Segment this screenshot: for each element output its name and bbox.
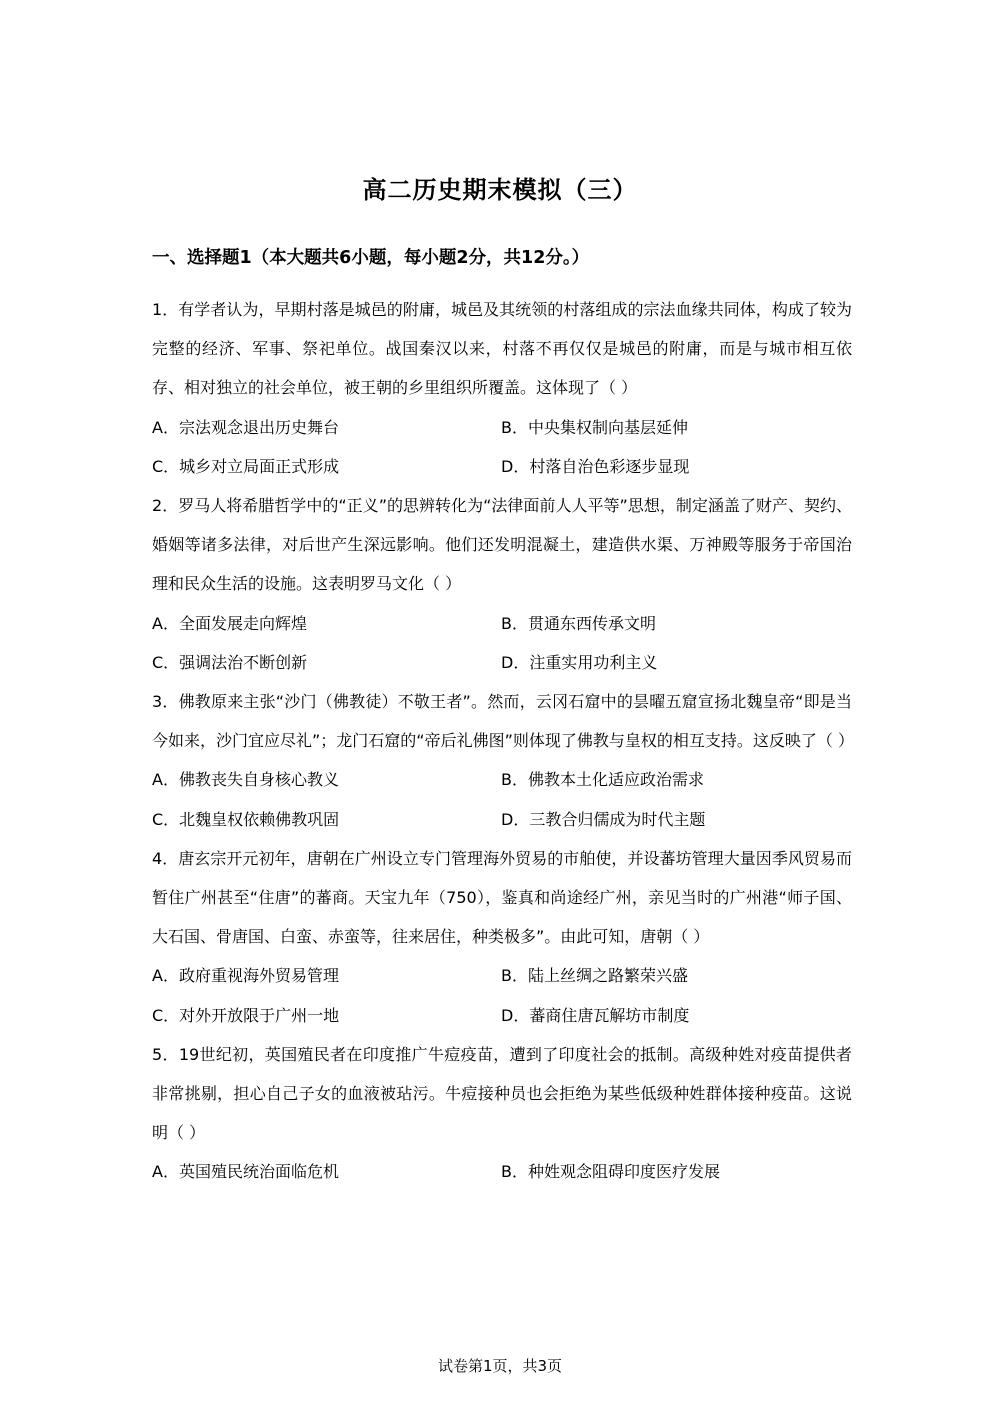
option-b: B．佛教本土化适应政治需求 — [501, 770, 704, 790]
option-d: D．蕃商住唐瓦解坊市制度 — [501, 1005, 690, 1025]
option-a: A．英国殖民统治面临危机 — [152, 1162, 339, 1182]
option-row — [152, 760, 852, 799]
question-2 — [152, 486, 852, 682]
option-c: C．强调法治不断创新 — [152, 652, 308, 672]
option-b: B．中央集权制向基层延伸 — [501, 417, 688, 437]
option-row — [152, 800, 852, 839]
option-row — [152, 447, 852, 486]
question-stem: 4．唐玄宗开元初年，唐朝在广州设立专门管理海外贸易的市舶使，并设蕃坊管理大量因季风贸易而暂住广州甚至“住唐”的蕃商。天宝九年（750），鉴真和尚途经广州，亲见当时的广州港“师子国、大石国、骨唐国、白蛮、赤蛮等，往来居住，种类极多”。由此可知，唐朝（ ） — [152, 848, 852, 947]
question-4 — [152, 839, 852, 1035]
page-footer: 试卷第1页，共3页 — [437, 1357, 563, 1375]
option-row — [152, 1152, 852, 1191]
option-d: D．三教合归儒成为时代主题 — [501, 809, 706, 829]
option-a: A．佛教丧失自身核心教义 — [152, 770, 339, 790]
option-a: A．宗法观念退出历史舞台 — [152, 417, 339, 437]
question-5 — [152, 1035, 852, 1192]
option-c: C．北魏皇权依赖佛教巩固 — [152, 809, 340, 829]
page-title: 高二历史期末模拟（三） — [362, 176, 638, 204]
option-b: B．贯通东西传承文明 — [501, 613, 656, 633]
option-row — [152, 643, 852, 682]
option-d: D．村落自治色彩逐步显现 — [501, 456, 690, 476]
option-row — [152, 408, 852, 447]
option-row — [152, 604, 852, 643]
option-b: B．陆上丝绸之路繁荣兴盛 — [501, 966, 688, 986]
question-stem: 5．19世纪初，英国殖民者在印度推广牛痘疫苗，遭到了印度社会的抵制。高级种姓对疫苗提供者非常挑剔，担心自己子女的血液被玷污。牛痘接种员也会拒绝为某些低级种姓群体接种疫苗。这说明（ ） — [152, 1044, 852, 1143]
question-1 — [152, 290, 852, 486]
option-d: D．注重实用功利主义 — [501, 652, 658, 672]
question-stem: 2．罗马人将希腊哲学中的“正义”的思辨转化为“法律面前人人平等”思想，制定涵盖了财产、契约、婚姻等诸多法律，对后世产生深远影响。他们还发明混凝土，建造供水渠、万神殿等服务于帝国治理和民众生活的设施。这表明罗马文化（ ） — [152, 495, 852, 594]
question-3 — [152, 682, 852, 839]
option-row — [152, 956, 852, 995]
option-a: A．全面发展走向辉煌 — [152, 613, 307, 633]
option-b: B．种姓观念阻碍印度医疗发展 — [501, 1162, 720, 1182]
option-a: A．政府重视海外贸易管理 — [152, 966, 339, 986]
option-c: C．城乡对立局面正式形成 — [152, 456, 340, 476]
question-list — [152, 290, 852, 1192]
question-stem: 3．佛教原来主张“沙门（佛教徒）不敬王者”。然而，云冈石窟中的昙曜五窟宣扬北魏皇帝“即是当今如来，沙门宜应尽礼”；龙门石窟的“帝后礼佛图”则体现了佛教与皇权的相互支持。这反映了（ ） — [152, 691, 854, 751]
section-heading: 一、选择题1（本大题共6小题，每小题2分，共12分。） — [152, 248, 590, 268]
question-stem: 1．有学者认为，早期村落是城邑的附庸，城邑及其统领的村落组成的宗法血缘共同体，构成了较为完整的经济、军事、祭祀单位。战国秦汉以来，村落不再仅仅是城邑的附庸，而是与城市相互依存、相对独立的社会单位，被王朝的乡里组织所覆盖。这体现了（ ） — [152, 300, 852, 398]
option-c: C．对外开放限于广州一地 — [152, 1005, 340, 1025]
option-row — [152, 996, 852, 1035]
